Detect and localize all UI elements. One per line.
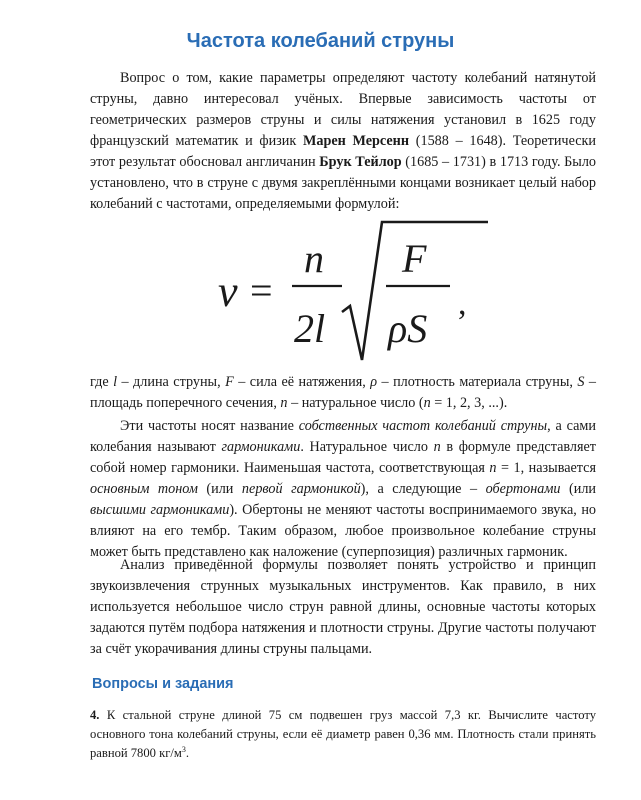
- harm-text: ), а следующие –: [360, 481, 486, 497]
- formula-numerator: n: [304, 236, 324, 281]
- term-overtones: обертонами: [485, 481, 561, 497]
- task-end: .: [185, 746, 190, 760]
- var-rho: ρ: [370, 374, 378, 390]
- term-natural-frequencies: собственных частот колебаний струны: [298, 418, 548, 434]
- frequency-formula: [210, 210, 490, 370]
- task-text: К стальной струне длиной 75 см подвешен груз массой 7,3 кг. Вычислите частоту основного тона колебаний струны, если её диаметр равен 0,36 мм. Плотность стали принять равной 7800 кг/м: [90, 708, 596, 760]
- formula-equals: =: [250, 268, 273, 313]
- term-fundamental-tone: основным тоном: [90, 481, 198, 497]
- task-number: 4.: [90, 708, 100, 722]
- term-first-harmonic: первой гармоникой: [241, 481, 361, 497]
- page-title: Частота колебаний струны: [186, 30, 455, 52]
- var-s: S: [577, 374, 585, 390]
- var-f: F: [225, 374, 234, 390]
- intro-text-2: (1588 – 1648). Теоретически этот результат обосновал англичанин: [90, 133, 597, 170]
- name-mersenne: Марен Мерсенн: [302, 133, 410, 149]
- task-item: [90, 706, 596, 763]
- harm-text: , а сами колебания называют: [90, 418, 597, 455]
- harm-text: = 1, называется: [496, 460, 596, 476]
- var-n: n: [280, 395, 288, 411]
- formula-comma: ,: [458, 285, 467, 322]
- var-text: – натуральное число (: [287, 395, 424, 411]
- var-text: = 1, 2, 3, ...).: [430, 395, 508, 411]
- harm-text: в формуле представляет собой номер гармоники. Наименьшая частота, соответствующая: [90, 439, 596, 476]
- var-n: n: [423, 395, 431, 411]
- questions-heading: Вопросы и задания: [92, 676, 234, 692]
- var-text: – плотность материала струны,: [377, 374, 578, 390]
- var-text: – сила её натяжения,: [233, 374, 371, 390]
- formula-radicand-numerator: F: [402, 236, 427, 281]
- harm-text: ). Обертоны не меняют частоты воспринимаемого звука, но влияют на его тембр. Таким образом, любое произвольное колебание струны может быть представлено как наложение (суперпозиция) различных гармоник.: [90, 502, 597, 560]
- var-text: – площадь поперечного сечения,: [90, 374, 597, 411]
- intro-paragraph: [90, 68, 596, 215]
- instruments-paragraph: Анализ приведённой формулы позволяет понять устройство и принцип звукоизвлечения струнных музыкальных инструментов. Как правило, в них используется небольшое число струн равной длины, основные частоты которых задаются путём подбора натяжения и плотности струны. Другие частоты получают за счёт укорачивания длины струны пальцами.: [90, 557, 596, 657]
- harm-text: (или: [560, 481, 596, 497]
- var-text: где: [90, 374, 114, 390]
- formula-radicand-denominator: ρS: [388, 306, 428, 351]
- term-higher-harmonics: высшими гармониками: [90, 502, 230, 518]
- harm-text: Эти частоты носят название: [120, 418, 299, 434]
- task-superscript: 3: [181, 744, 186, 754]
- harm-text: (или: [197, 481, 242, 497]
- harmonics-paragraph: [90, 416, 596, 563]
- name-taylor: Брук Тейлор: [319, 154, 402, 170]
- formula-nu: ν: [218, 267, 238, 316]
- formula-denominator: 2l: [294, 306, 326, 351]
- intro-text-3: (1685 – 1731) в 1713 году. Было установлено, что в струне с двумя закреплёнными концами возникает целый набор колебаний с частотами, определяемыми формулой:: [90, 154, 596, 212]
- var-text: – длина струны,: [117, 374, 226, 390]
- harm-text: . Натуральное число: [300, 439, 434, 455]
- var-n: n: [489, 460, 497, 476]
- var-l: l: [113, 374, 118, 390]
- term-harmonics: гармониками: [221, 439, 301, 455]
- variables-paragraph: [90, 372, 596, 414]
- intro-text-1: Вопрос о том, какие параметры определяют частоту колебаний натянутой струны, давно интересовал учёных. Впервые зависимость частоты от геометрических размеров струны и силы натяжения установил в 1625 году французский математик и физик: [90, 70, 596, 149]
- var-n: n: [433, 439, 441, 455]
